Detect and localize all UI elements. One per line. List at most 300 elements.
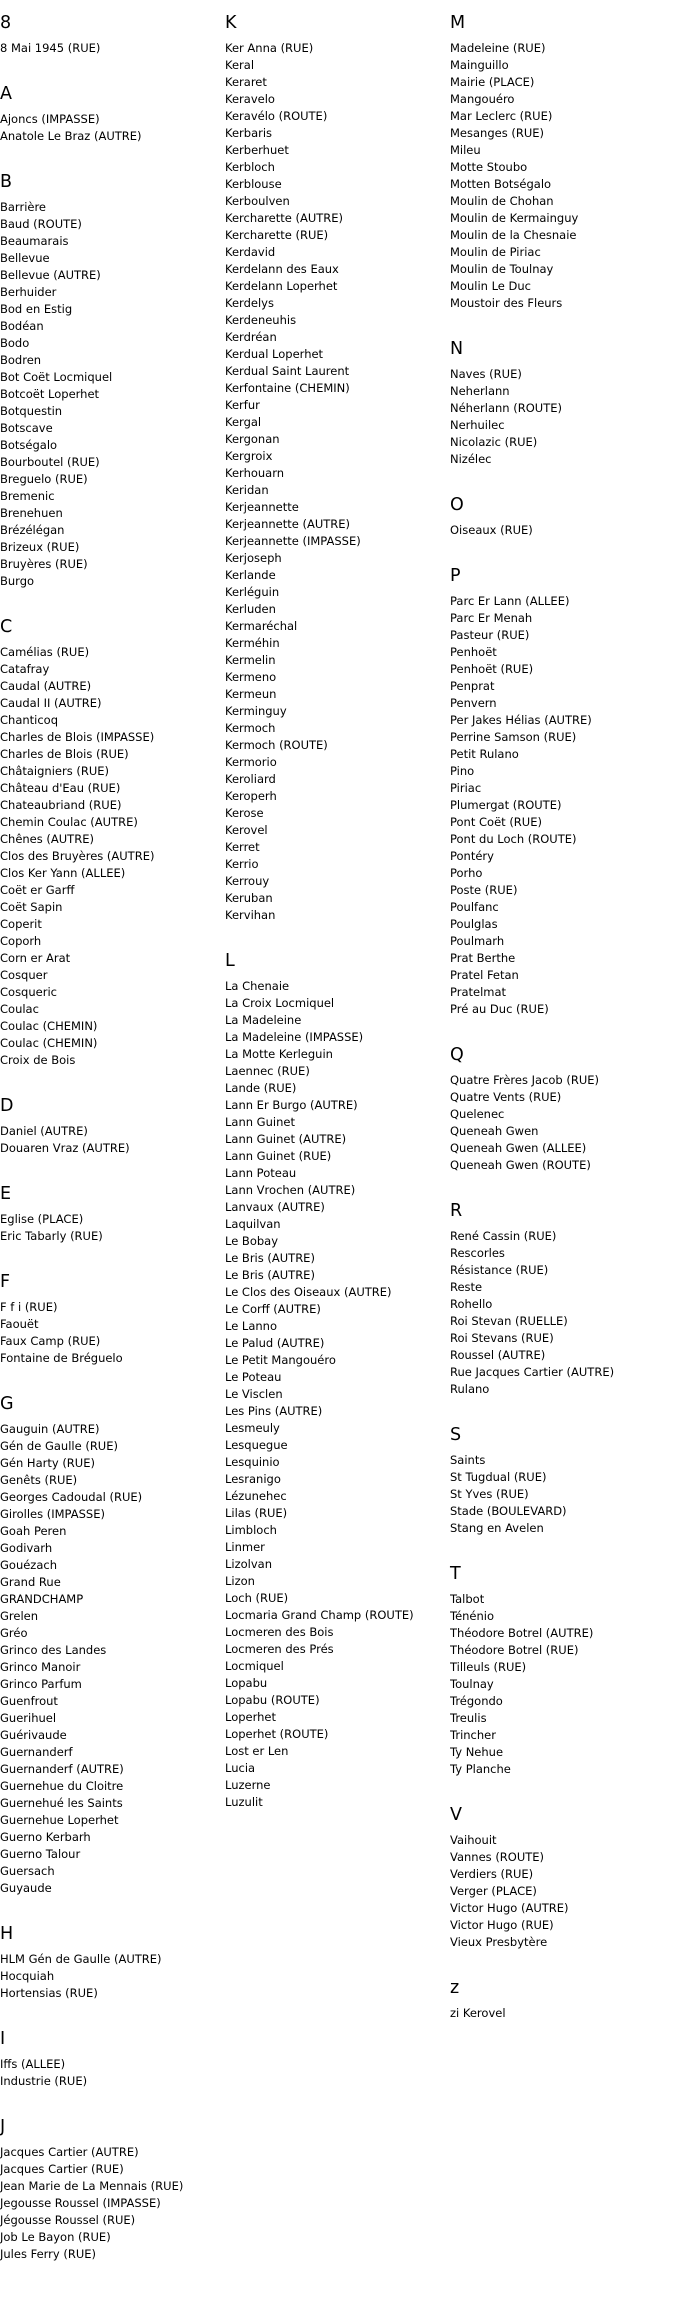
street-link[interactable]: Châtaigniers (RUE) [0, 764, 109, 778]
street-link[interactable]: Corn er Arat [0, 951, 71, 965]
street-link[interactable]: Gén de Gaulle (RUE) [0, 1439, 118, 1453]
street-link[interactable]: Kergonan [225, 432, 280, 446]
street-link[interactable]: Penhoët (RUE) [450, 662, 534, 676]
street-link[interactable]: Gréo [0, 1626, 28, 1640]
street-link[interactable]: Kerdréan [225, 330, 277, 344]
street-link[interactable]: Gouézach [0, 1558, 58, 1572]
street-link[interactable]: Le Poteau [225, 1370, 282, 1384]
street-link[interactable]: Queneah Gwen (ALLEE) [450, 1141, 587, 1155]
street-link[interactable]: Bot Coët Locmiquel [0, 370, 113, 384]
street-link[interactable]: Jegousse Roussel (IMPASSE) [0, 2196, 161, 2210]
street-link[interactable]: Genêts (RUE) [0, 1473, 78, 1487]
street-link[interactable]: Eglise (PLACE) [0, 1212, 84, 1226]
street-link[interactable]: Vannes (ROUTE) [450, 1850, 545, 1864]
street-link[interactable]: Botségalo [0, 438, 58, 452]
street-link[interactable]: La Madeleine (IMPASSE) [225, 1030, 364, 1044]
street-link[interactable]: Jégousse Roussel (RUE) [0, 2213, 136, 2227]
street-link[interactable]: Eric Tabarly (RUE) [0, 1229, 103, 1243]
street-link[interactable]: Porho [450, 866, 483, 880]
street-link[interactable]: Naves (RUE) [450, 367, 522, 381]
street-link[interactable]: Le Bris (AUTRE) [225, 1251, 315, 1265]
street-link[interactable]: Fontaine de Bréguelo [0, 1351, 123, 1365]
street-link[interactable]: Kerdual Loperhet [225, 347, 324, 361]
street-link[interactable]: Kerjeannette (IMPASSE) [225, 534, 361, 548]
street-link[interactable]: Kerjeannette [225, 500, 299, 514]
street-link[interactable]: Beaumarais [0, 234, 69, 248]
street-link[interactable]: Penprat [450, 679, 495, 693]
street-link[interactable]: Lann Guinet [225, 1115, 295, 1129]
street-link[interactable]: Per Jakes Hélias (AUTRE) [450, 713, 592, 727]
street-link[interactable]: Prat Berthe [450, 951, 516, 965]
street-link[interactable]: Kerfontaine (CHEMIN) [225, 381, 350, 395]
street-link[interactable]: Lesmeuly [225, 1421, 280, 1435]
street-link[interactable]: Kerbaris [225, 126, 273, 140]
street-link[interactable]: Résistance (RUE) [450, 1263, 549, 1277]
street-link[interactable]: GRANDCHAMP [0, 1592, 84, 1606]
street-link[interactable]: Lesquegue [225, 1438, 288, 1452]
street-link[interactable]: Linmer [225, 1540, 265, 1554]
street-link[interactable]: Moustoir des Fleurs [450, 296, 563, 310]
street-link[interactable]: Verdiers (RUE) [450, 1867, 534, 1881]
street-link[interactable]: Grinco Manoir [0, 1660, 81, 1674]
street-link[interactable]: Château d'Eau (RUE) [0, 781, 121, 795]
street-link[interactable]: Bellevue (AUTRE) [0, 268, 101, 282]
street-link[interactable]: Kerrouy [225, 874, 270, 888]
street-link[interactable]: Nicolazic (RUE) [450, 435, 538, 449]
street-link[interactable]: Charles de Blois (IMPASSE) [0, 730, 155, 744]
street-link[interactable]: Poulmarh [450, 934, 505, 948]
street-link[interactable]: Limbloch [225, 1523, 277, 1537]
street-link[interactable]: Cosqueric [0, 985, 57, 999]
street-link[interactable]: Kerret [225, 840, 260, 854]
street-link[interactable]: Kerbloch [225, 160, 275, 174]
street-link[interactable]: Keruban [225, 891, 273, 905]
street-link[interactable]: Penhoët [450, 645, 497, 659]
street-link[interactable]: Coperit [0, 917, 42, 931]
street-link[interactable]: Queneah Gwen (ROUTE) [450, 1158, 591, 1172]
street-link[interactable]: La Chenaie [225, 979, 290, 993]
street-link[interactable]: Breguelo (RUE) [0, 472, 88, 486]
street-link[interactable]: Chênes (AUTRE) [0, 832, 94, 846]
street-link[interactable]: Locmeren des Prés [225, 1642, 334, 1656]
street-link[interactable]: Le Bris (AUTRE) [225, 1268, 315, 1282]
street-link[interactable]: Rulano [450, 1382, 490, 1396]
street-link[interactable]: Faux Camp (RUE) [0, 1334, 101, 1348]
street-link[interactable]: Quatre Frères Jacob (RUE) [450, 1073, 600, 1087]
street-link[interactable]: René Cassin (RUE) [450, 1229, 557, 1243]
street-link[interactable]: Faouët [0, 1317, 39, 1331]
street-link[interactable]: Lesranigo [225, 1472, 281, 1486]
street-link[interactable]: Ty Planche [450, 1762, 511, 1776]
street-link[interactable]: Clos des Bruyères (AUTRE) [0, 849, 155, 863]
street-link[interactable]: Pratelmat [450, 985, 507, 999]
street-link[interactable]: Keral [225, 58, 255, 72]
street-link[interactable]: St Tugdual (RUE) [450, 1470, 547, 1484]
street-link[interactable]: Kerméhin [225, 636, 280, 650]
street-link[interactable]: Guernehué les Saints [0, 1796, 123, 1810]
street-link[interactable]: Kerhouarn [225, 466, 285, 480]
street-link[interactable]: Neherlann [450, 384, 510, 398]
street-link[interactable]: Locmaria Grand Champ (ROUTE) [225, 1608, 414, 1622]
street-link[interactable]: Quelenec [450, 1107, 505, 1121]
street-link[interactable]: Le Corff (AUTRE) [225, 1302, 321, 1316]
street-link[interactable]: Trégondo [450, 1694, 503, 1708]
street-link[interactable]: Barrière [0, 200, 47, 214]
street-link[interactable]: Le Lanno [225, 1319, 278, 1333]
street-list [0, 1211, 218, 1245]
street-link[interactable]: Guernanderf [0, 1745, 73, 1759]
street-link[interactable]: Parc Er Menah [450, 611, 533, 625]
street-link[interactable]: Laquilvan [225, 1217, 281, 1231]
street-link[interactable]: Pino [450, 764, 475, 778]
street-link[interactable]: Trincher [450, 1728, 496, 1742]
street-link[interactable]: Guernanderf (AUTRE) [0, 1762, 124, 1776]
street-link[interactable]: Girolles (IMPASSE) [0, 1507, 105, 1521]
street-link[interactable]: Baud (ROUTE) [0, 217, 82, 231]
street-link[interactable]: Rescorles [450, 1246, 505, 1260]
letter-heading: N [450, 339, 464, 359]
street-link[interactable]: Mar Leclerc (RUE) [450, 109, 553, 123]
street-link[interactable]: Kergroix [225, 449, 273, 463]
street-link[interactable]: Jacques Cartier (AUTRE) [0, 2145, 139, 2159]
street-link[interactable]: Bodo [0, 336, 30, 350]
street-link[interactable]: Pratel Fetan [450, 968, 519, 982]
street-link[interactable]: Guerihuel [0, 1711, 57, 1725]
street-link[interactable]: Néherlann (ROUTE) [450, 401, 562, 415]
street-link[interactable]: Moulin de Piriac [450, 245, 541, 259]
street-link[interactable]: Keroliard [225, 772, 276, 786]
letter-group [0, 1181, 218, 1245]
street-link[interactable]: Tilleuls (RUE) [450, 1660, 527, 1674]
street-link[interactable]: Kerluden [225, 602, 276, 616]
street-link[interactable]: Kerdelann Loperhet [225, 279, 338, 293]
street-link[interactable]: Gauguin (AUTRE) [0, 1422, 100, 1436]
street-link[interactable]: HLM Gén de Gaulle (AUTRE) [0, 1952, 162, 1966]
street-link[interactable]: Chateaubriand (RUE) [0, 798, 122, 812]
street-link[interactable]: Grinco des Landes [0, 1643, 107, 1657]
street-link[interactable]: Talbot [450, 1592, 485, 1606]
street-link[interactable]: Hocquiah [0, 1969, 55, 1983]
street-link[interactable]: Keridan [225, 483, 269, 497]
street-link[interactable]: Bodren [0, 353, 42, 367]
street-link[interactable]: Lopabu (ROUTE) [225, 1693, 320, 1707]
street-link[interactable]: La Croix Locmiquel [225, 996, 335, 1010]
street-link[interactable]: Jules Ferry (RUE) [0, 2247, 97, 2261]
street-link[interactable]: Guerno Talour [0, 1847, 81, 1861]
street-link[interactable]: Lande (RUE) [225, 1081, 297, 1095]
street-link[interactable]: Bremenic [0, 489, 55, 503]
street-link[interactable]: Hortensias (RUE) [0, 1986, 98, 2000]
street-link[interactable]: Goah Peren [0, 1524, 67, 1538]
street-link[interactable]: Cosquer [0, 968, 48, 982]
street-link[interactable]: Daniel (AUTRE) [0, 1124, 88, 1138]
street-link[interactable]: Lopabu [225, 1676, 268, 1690]
street-link[interactable]: Kerjoseph [225, 551, 282, 565]
street-link[interactable]: Mainguillo [450, 58, 509, 72]
street-link[interactable]: Bellevue [0, 251, 50, 265]
street-link[interactable]: Théodore Botrel (RUE) [450, 1643, 579, 1657]
street-link[interactable]: Industrie (RUE) [0, 2074, 88, 2088]
street-link[interactable]: La Motte Kerleguin [225, 1047, 333, 1061]
street-link[interactable]: Chemin Coulac (AUTRE) [0, 815, 138, 829]
street-link[interactable]: Poulfanc [450, 900, 499, 914]
street-link[interactable]: Piriac [450, 781, 482, 795]
street-link[interactable]: Verger (PLACE) [450, 1884, 537, 1898]
street-link[interactable]: Stang en Avelen [450, 1521, 544, 1535]
street-link[interactable]: Loperhet [225, 1710, 277, 1724]
letter-group [0, 1391, 218, 1897]
street-link[interactable]: Luzulit [225, 1795, 263, 1809]
street-link[interactable]: Botquestin [0, 404, 63, 418]
street-link[interactable]: Kermeno [225, 670, 277, 684]
street-link[interactable]: Moulin de Kermainguy [450, 211, 579, 225]
street-link[interactable]: Anatole Le Braz (AUTRE) [0, 129, 142, 143]
street-link[interactable]: Nizélec [450, 452, 492, 466]
street-link[interactable]: Guersach [0, 1864, 55, 1878]
street-link[interactable]: Kerboulven [225, 194, 290, 208]
street-link[interactable]: Poste (RUE) [450, 883, 518, 897]
street-link[interactable]: Keraret [225, 75, 267, 89]
street-link[interactable]: Bodéan [0, 319, 44, 333]
street-link[interactable]: Jean Marie de La Mennais (RUE) [0, 2179, 184, 2193]
street-link[interactable]: Reste [450, 1280, 483, 1294]
street-link[interactable]: Nerhuilec [450, 418, 505, 432]
street-link[interactable]: Keravélo (ROUTE) [225, 109, 328, 123]
street-link[interactable]: Kerdeneuhis [225, 313, 297, 327]
street-link[interactable]: Pontéry [450, 849, 494, 863]
street-link[interactable]: Guyaude [0, 1881, 52, 1895]
street-link[interactable]: Botscave [0, 421, 53, 435]
street-link[interactable]: Oiseaux (RUE) [450, 523, 533, 537]
street-link[interactable]: Catafray [0, 662, 50, 676]
street-link[interactable]: Iffs (ALLEE) [0, 2057, 66, 2071]
street-link[interactable]: Kermoch (ROUTE) [225, 738, 328, 752]
street-link[interactable]: Moulin de la Chesnaie [450, 228, 577, 242]
street-link[interactable]: Gén Harty (RUE) [0, 1456, 95, 1470]
letter-group [0, 1093, 218, 1157]
street-link[interactable]: Lanvaux (AUTRE) [225, 1200, 325, 1214]
street-link[interactable]: Moulin de Chohan [450, 194, 554, 208]
street-link[interactable]: Guernehue du Cloitre [0, 1779, 124, 1793]
street-link[interactable]: Lann Poteau [225, 1166, 297, 1180]
street-link[interactable]: Lann Er Burgo (AUTRE) [225, 1098, 358, 1112]
street-link[interactable]: Motten Botségalo [450, 177, 552, 191]
street-link[interactable]: Lézunehec [225, 1489, 287, 1503]
street-link[interactable]: Roi Stevan (RUELLE) [450, 1314, 568, 1328]
letter-heading: K [225, 13, 237, 33]
street-link[interactable]: Le Clos des Oiseaux (AUTRE) [225, 1285, 392, 1299]
street-link[interactable]: Laennec (RUE) [225, 1064, 310, 1078]
street-link[interactable]: F f i (RUE) [0, 1300, 58, 1314]
street-link[interactable]: Treulis [450, 1711, 487, 1725]
street-link[interactable]: Plumergat (ROUTE) [450, 798, 562, 812]
street-link[interactable]: Kerminguy [225, 704, 287, 718]
street-link[interactable]: Le Visclen [225, 1387, 283, 1401]
street-link[interactable]: Coët Sapin [0, 900, 63, 914]
street-link[interactable]: Rue Jacques Cartier (AUTRE) [450, 1365, 615, 1379]
street-link[interactable]: Coulac [0, 1002, 39, 1016]
letter-group [450, 1198, 668, 1398]
street-link[interactable]: Le Bobay [225, 1234, 279, 1248]
street-link[interactable]: Kercharette (RUE) [225, 228, 329, 242]
street-link[interactable]: Lilas (RUE) [225, 1506, 288, 1520]
street-link[interactable]: Roussel (AUTRE) [450, 1348, 546, 1362]
street-link[interactable]: Lizon [225, 1574, 255, 1588]
street-link[interactable]: Ajoncs (IMPASSE) [0, 112, 100, 126]
street-link[interactable]: Godivarh [0, 1541, 53, 1555]
street-link[interactable]: Croix de Bois [0, 1053, 76, 1067]
street-link[interactable]: Victor Hugo (RUE) [450, 1918, 554, 1932]
street-link[interactable]: Burgo [0, 574, 35, 588]
street-link[interactable]: Berhuider [0, 285, 57, 299]
street-link[interactable]: Kerose [225, 806, 264, 820]
street-link[interactable]: Keroperh [225, 789, 277, 803]
street-link[interactable]: Queneah Gwen [450, 1124, 539, 1138]
street-link[interactable]: Roi Stevans (RUE) [450, 1331, 554, 1345]
street-link[interactable]: Kermoch [225, 721, 276, 735]
street-link[interactable]: Parc Er Lann (ALLEE) [450, 594, 570, 608]
street-link[interactable]: 8 Mai 1945 (RUE) [0, 41, 101, 55]
street-link[interactable]: Les Pins (AUTRE) [225, 1404, 323, 1418]
street-link[interactable]: Lann Guinet (RUE) [225, 1149, 332, 1163]
street-link[interactable]: Kergal [225, 415, 262, 429]
street-link[interactable]: Kerdelann des Eaux [225, 262, 339, 276]
street-link[interactable]: Kermeun [225, 687, 277, 701]
street-link[interactable]: Petit Rulano [450, 747, 519, 761]
street-link[interactable]: Kermaréchal [225, 619, 298, 633]
street-link[interactable]: Toulnay [450, 1677, 494, 1691]
street-link[interactable]: Pré au Duc (RUE) [450, 1002, 549, 1016]
street-link[interactable]: Camélias (RUE) [0, 645, 90, 659]
letter-heading: 8 [0, 13, 12, 33]
street-link[interactable]: Vieux Presbytère [450, 1935, 548, 1949]
street-link[interactable]: Kerberhuet [225, 143, 289, 157]
street-link[interactable]: Madeleine (RUE) [450, 41, 546, 55]
street-link[interactable]: Kermelin [225, 653, 276, 667]
street-link[interactable]: Ty Nehue [450, 1745, 504, 1759]
street-link[interactable]: Rohello [450, 1297, 493, 1311]
street-link[interactable]: Clos Ker Yann (ALLEE) [0, 866, 126, 880]
street-link[interactable]: Théodore Botrel (AUTRE) [450, 1626, 594, 1640]
street-link[interactable]: Kercharette (AUTRE) [225, 211, 344, 225]
street-link[interactable]: Bruyères (RUE) [0, 557, 88, 571]
street-link[interactable]: Ker Anna (RUE) [225, 41, 314, 55]
street-link[interactable]: Lann Guinet (AUTRE) [225, 1132, 347, 1146]
street-link[interactable]: Chanticoq [0, 713, 59, 727]
street-link[interactable]: Luzerne [225, 1778, 271, 1792]
street-link[interactable]: Kermorio [225, 755, 277, 769]
street-link[interactable]: Grelen [0, 1609, 39, 1623]
street-link[interactable]: Locmeren des Bois [225, 1625, 334, 1639]
street-link[interactable]: Caudal II (AUTRE) [0, 696, 102, 710]
street-link[interactable]: Job Le Bayon (RUE) [0, 2230, 111, 2244]
street-link[interactable]: Guenfrout [0, 1694, 58, 1708]
street-link[interactable]: Moulin Le Duc [450, 279, 531, 293]
street-link[interactable]: zi Kerovel [450, 2006, 506, 2020]
street-link[interactable]: Loperhet (ROUTE) [225, 1727, 329, 1741]
street-link[interactable]: Lesquinio [225, 1455, 280, 1469]
street-link[interactable]: Mesanges (RUE) [450, 126, 544, 140]
street-link[interactable]: Coët er Garff [0, 883, 75, 897]
street-link[interactable]: Botcoët Loperhet [0, 387, 100, 401]
street-link[interactable]: Lizolvan [225, 1557, 273, 1571]
street-link[interactable]: Caudal (AUTRE) [0, 679, 92, 693]
street-link[interactable]: Kerjeannette (AUTRE) [225, 517, 351, 531]
street-link[interactable]: Brenehuen [0, 506, 63, 520]
letter-group [450, 336, 668, 468]
street-link[interactable]: Brizeux (RUE) [0, 540, 80, 554]
street-link[interactable]: Ténénio [450, 1609, 495, 1623]
street-link[interactable]: Coporh [0, 934, 42, 948]
street-link[interactable]: Kerdelys [225, 296, 274, 310]
street-link[interactable]: Lucia [225, 1761, 256, 1775]
street-link[interactable]: Georges Cadoudal (RUE) [0, 1490, 143, 1504]
street-link[interactable]: Pont du Loch (ROUTE) [450, 832, 577, 846]
street-link[interactable]: Loch (RUE) [225, 1591, 289, 1605]
street-link[interactable]: Pasteur (RUE) [450, 628, 530, 642]
street-link[interactable]: Kerrio [225, 857, 259, 871]
street-link[interactable]: Pont Coët (RUE) [450, 815, 542, 829]
street-link[interactable]: Bourboutel (RUE) [0, 455, 100, 469]
street-link[interactable]: Guérivaude [0, 1728, 67, 1742]
street-link[interactable]: Perrine Samson (RUE) [450, 730, 577, 744]
street-link[interactable]: Penvern [450, 696, 497, 710]
street-link[interactable]: Locmiquel [225, 1659, 284, 1673]
street-link[interactable]: Lann Vrochen (AUTRE) [225, 1183, 356, 1197]
street-link[interactable]: Bod en Estig [0, 302, 73, 316]
street-link[interactable]: Kervihan [225, 908, 276, 922]
letter-heading: R [450, 1201, 463, 1221]
street-link[interactable]: Grand Rue [0, 1575, 61, 1589]
street-link[interactable]: Vaihouit [450, 1833, 497, 1847]
street-link[interactable]: Kerdavid [225, 245, 276, 259]
street-link[interactable]: Guerno Kerbarh [0, 1830, 91, 1844]
street-link[interactable]: Stade (BOULEVARD) [450, 1504, 567, 1518]
street-link[interactable]: St Yves (RUE) [450, 1487, 529, 1501]
street-link[interactable]: Moulin de Toulnay [450, 262, 554, 276]
street-link[interactable]: Kerléguin [225, 585, 280, 599]
street-link[interactable]: Mileu [450, 143, 481, 157]
street-link[interactable]: Le Petit Mangouéro [225, 1353, 336, 1367]
street-link[interactable]: Mangouéro [450, 92, 515, 106]
street-link[interactable]: Kerblouse [225, 177, 282, 191]
street-link[interactable]: Motte Stoubo [450, 160, 528, 174]
street-link[interactable]: Mairie (PLACE) [450, 75, 535, 89]
street-link[interactable]: Douaren Vraz (AUTRE) [0, 1141, 130, 1155]
street-link[interactable]: Kerovel [225, 823, 268, 837]
street-link[interactable]: Keravelo [225, 92, 275, 106]
street-link[interactable]: Brézélégan [0, 523, 65, 537]
street-link[interactable]: Kerfur [225, 398, 260, 412]
street-link[interactable]: La Madeleine [225, 1013, 302, 1027]
street-link[interactable]: Lost er Len [225, 1744, 289, 1758]
street-link[interactable]: Kerlande [225, 568, 276, 582]
street-link[interactable]: Jacques Cartier (RUE) [0, 2162, 124, 2176]
letter-heading: A [0, 84, 12, 104]
street-link[interactable]: Charles de Blois (RUE) [0, 747, 129, 761]
street-link[interactable]: Kerdual Saint Laurent [225, 364, 350, 378]
street-link[interactable]: Grinco Parfum [0, 1677, 82, 1691]
street-link[interactable]: Le Palud (AUTRE) [225, 1336, 325, 1350]
street-link[interactable]: Poulglas [450, 917, 498, 931]
street-link[interactable]: Victor Hugo (AUTRE) [450, 1901, 569, 1915]
street-link[interactable]: Guernehue Loperhet [0, 1813, 119, 1827]
street-link[interactable]: Coulac (CHEMIN) [0, 1019, 98, 1033]
street-link[interactable]: Saints [450, 1453, 486, 1467]
street-link[interactable]: Coulac (CHEMIN) [0, 1036, 98, 1050]
street-link[interactable]: Quatre Vents (RUE) [450, 1090, 562, 1104]
letter-heading: H [0, 1924, 14, 1944]
